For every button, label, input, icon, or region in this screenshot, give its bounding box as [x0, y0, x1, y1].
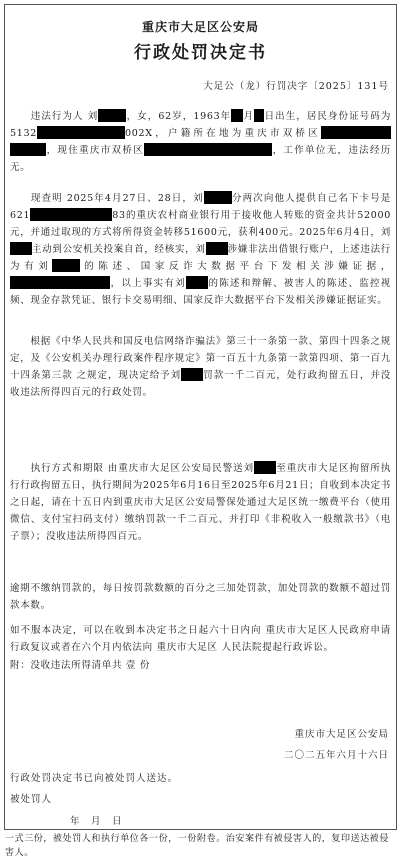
- redaction-block: [231, 109, 243, 122]
- redaction-block: [144, 143, 272, 156]
- redaction-block: [37, 126, 125, 139]
- redaction-block: [10, 143, 46, 156]
- facts-paragraph: 现查明 2025年4月27日、28日，刘 分两次向他人提供自己名下卡号是621 83的重庆农村商业银行用于接收他人转账的资金共计52000元，并通过取现的方式将所得资金转移51600元，获利400元。2025年6月4日，刘主动到公安机关投案自首，经核实，刘 涉嫌非法出借银行账户，上述违法行为有刘 的陈述、国家反诈大数据平台下发相关涉嫌证据，，以上事实有刘 的陈述和辩解、被害人的陈述、监控视频、现金存款凭证、银行卡交易明细、国家反诈大数据平台下发相关涉嫌证据证实。: [10, 193, 392, 306]
- execution-paragraph: 执行方式和期限 由重庆市大足区公安局民警送刘 至重庆市大足区拘留所执行行政拘留五日，执行期间为2025年6月16日至2025年6月21日；自收到本决定书之日起，请在十五日内到重庆市大足区公安局警保处通过大足区统一缴费平台（使用微信、支付宝扫码支付）缴纳罚款一千二百元、并打印《非税收入一般缴款书》（电子票）；没收违法所得四百元。: [10, 463, 392, 542]
- issuing-agency: 重庆市大足区公安局: [294, 729, 389, 740]
- redaction-block: [204, 191, 232, 204]
- redaction-block: [10, 276, 110, 289]
- recipient-label: 被处罚人: [10, 794, 53, 805]
- redaction-block: [30, 208, 112, 221]
- redaction-block: [10, 242, 32, 255]
- offender-info-paragraph: 违法行为人 刘 ，女，62岁，1963年 月 日出生，居民身份证号码为5132 002X，户籍所在地为重庆市双桥区，现住重庆市双桥区 ，工作单位无，违法经历无。: [10, 111, 392, 173]
- legal-basis-paragraph: 根据《中华人民共和国反电信网络诈骗法》第三十一条第一款、第四十四条之规定，及《公安机关办理行政案件程序规定》第一百五十九条第一款第四项、第一百九十四条第三款 之规定，现决定给予刘 罚款一千二百元，处行政拘留五日，并没收违法所得四百元的行政处罚。: [10, 336, 392, 398]
- redaction-block: [321, 126, 391, 139]
- agency-heading: 重庆市大足区公安局: [141, 20, 259, 34]
- served-statement: 行政处罚决定书已向被处罚人送达。: [10, 773, 179, 784]
- document-number: 大足公（龙）行罚决字〔2025〕131号: [203, 81, 389, 92]
- document-title: 行政处罚决定书: [134, 43, 267, 63]
- redaction-block: [181, 368, 203, 381]
- redaction-block: [254, 461, 276, 474]
- redaction-block: [52, 259, 80, 272]
- attachment-line: 附：没收违法所得清单共 壹 份: [10, 660, 151, 671]
- redaction-block: [98, 109, 126, 122]
- footer-note: 一式三份，被处罚人和执行单位各一份，一份附卷。治安案件有被侵害人的，复印送达被侵害人。: [5, 834, 390, 858]
- signature-date-blank: 年 月 日: [70, 816, 123, 827]
- redaction-block: [186, 276, 208, 289]
- appeal-rights-paragraph: 如不服本决定，可以在收到本决定书之日起六十日内向 重庆市大足区人民政府申请行政复议或者在六个月内依法向 重庆市大足区 人民法院提起行政诉讼。: [10, 625, 391, 653]
- late-payment-paragraph: 逾期不缴纳罚款的，每日按罚款数额的百分之三加处罚款，加处罚款的数额不超过罚款本数。: [10, 583, 391, 611]
- issue-date: 二〇二五年六月十六日: [283, 750, 389, 761]
- redaction-block: [206, 242, 228, 255]
- redaction-block: [254, 109, 264, 122]
